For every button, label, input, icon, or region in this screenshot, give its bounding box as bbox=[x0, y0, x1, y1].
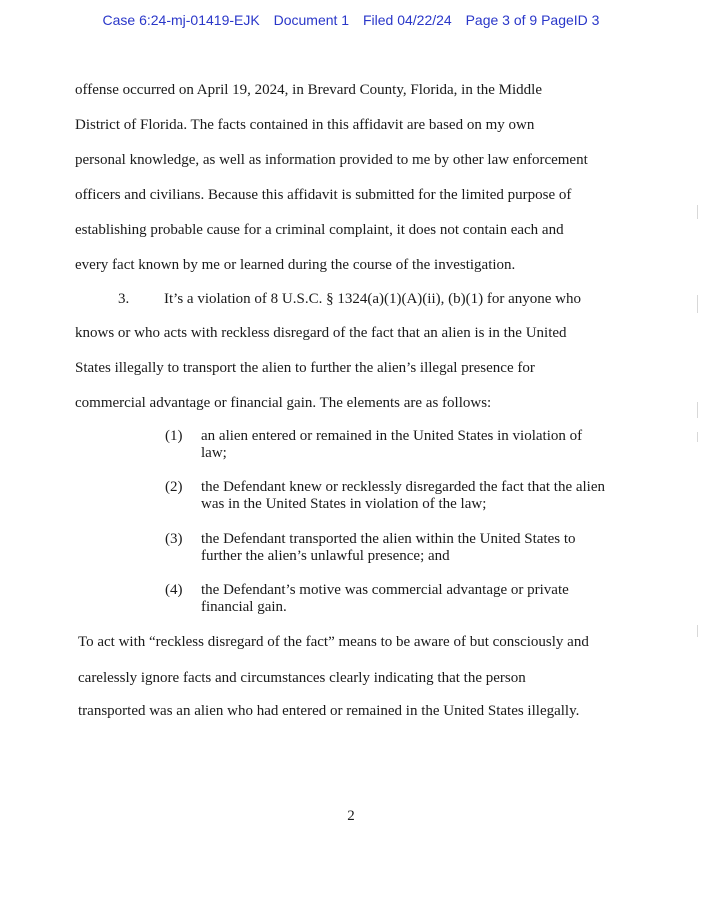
scan-edge-mark bbox=[697, 295, 698, 313]
element-number: (2) bbox=[165, 479, 183, 495]
element-item bbox=[165, 531, 610, 565]
body-line: knows or who acts with reckless disregard of the fact that an alien is in the United bbox=[75, 325, 567, 341]
body-line: States illegally to transport the alien to further the alien’s illegal presence for bbox=[75, 360, 535, 376]
paragraph-3-first-line bbox=[118, 290, 581, 308]
case-header bbox=[0, 12, 702, 28]
paragraph-text: It’s a violation of 8 U.S.C. § 1324(a)(1)(A)(ii), (b)(1) for anyone who bbox=[164, 291, 581, 307]
scan-edge-mark bbox=[697, 625, 698, 637]
page-info: Page 3 of 9 PageID 3 bbox=[465, 12, 600, 28]
body-line: establishing probable cause for a criminal complaint, it does not contain each and bbox=[75, 222, 564, 238]
body-line: To act with “reckless disregard of the fact” means to be aware of but consciously and bbox=[78, 634, 589, 650]
scan-edge-mark bbox=[697, 205, 698, 219]
body-line: offense occurred on April 19, 2024, in Brevard County, Florida, in the Middle bbox=[75, 82, 542, 98]
body-line: every fact known by me or learned during the course of the investigation. bbox=[75, 257, 516, 273]
scan-edge-mark bbox=[697, 432, 698, 442]
body-line: officers and civilians. Because this affidavit is submitted for the limited purpose of bbox=[75, 187, 572, 203]
page-number: 2 bbox=[347, 808, 355, 824]
body-line: transported was an alien who had entered or remained in the United States illegally. bbox=[78, 703, 580, 719]
element-item bbox=[165, 479, 610, 513]
element-text: the Defendant transported the alien within the United States to further the alien’s unlawful presence; and bbox=[201, 531, 576, 564]
element-number: (3) bbox=[165, 531, 183, 547]
document-number: Document 1 bbox=[273, 12, 350, 28]
paragraph-number: 3. bbox=[118, 291, 130, 307]
body-line: District of Florida. The facts contained in this affidavit are based on my own bbox=[75, 117, 535, 133]
element-text: an alien entered or remained in the United States in violation of law; bbox=[201, 428, 583, 461]
element-number: (4) bbox=[165, 582, 183, 598]
element-number: (1) bbox=[165, 428, 183, 444]
body-line: commercial advantage or financial gain. The elements are as follows: bbox=[75, 395, 492, 411]
element-text: the Defendant’s motive was commercial advantage or private financial gain. bbox=[201, 582, 569, 615]
body-line: personal knowledge, as well as information provided to me by other law enforcement bbox=[75, 152, 588, 168]
scan-edge-mark bbox=[697, 402, 698, 418]
body-line: carelessly ignore facts and circumstances clearly indicating that the person bbox=[78, 670, 526, 686]
filed-date: Filed 04/22/24 bbox=[362, 12, 452, 28]
element-text: the Defendant knew or recklessly disregarded the fact that the alien was in the United States in violation of the law; bbox=[201, 479, 605, 512]
element-item bbox=[165, 582, 610, 616]
case-number: Case 6:24-mj-01419-EJK bbox=[102, 12, 260, 28]
element-item bbox=[165, 428, 610, 462]
